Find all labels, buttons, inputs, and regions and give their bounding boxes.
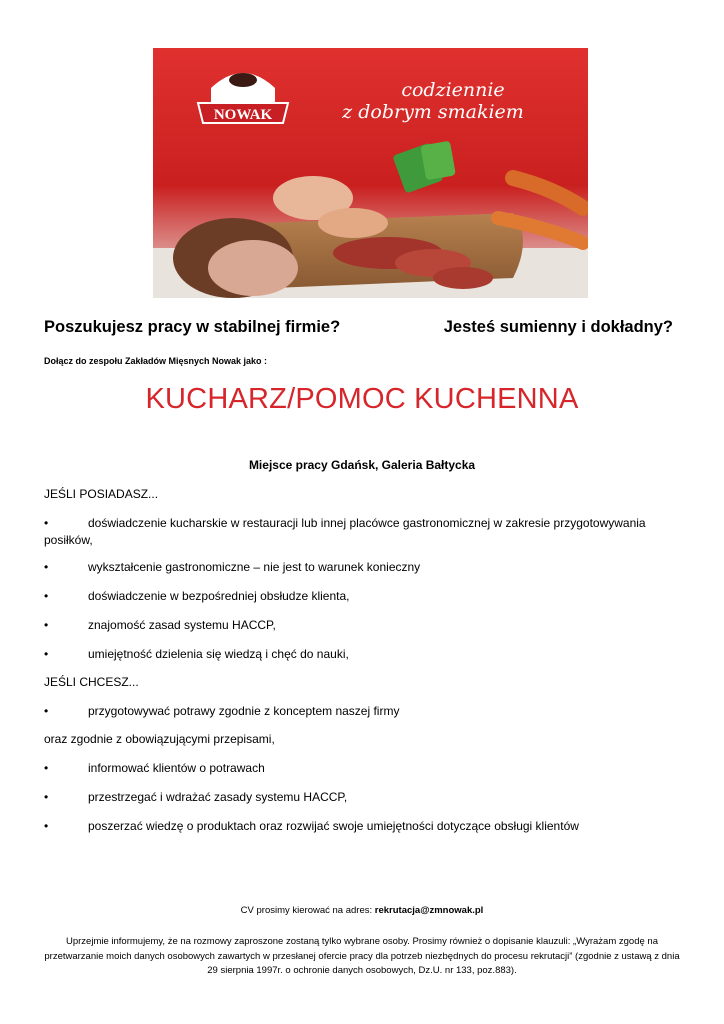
section-want-heading: JEŚLI CHCESZ... [44, 675, 139, 689]
list-item-text: informować klientów o potrawach [88, 761, 265, 775]
job-title: KUCHARZ/POMOC KUCHENNA [145, 383, 579, 415]
bullet: • [44, 819, 49, 833]
list-item-text: znajomość zasad systemu HACCP, [88, 618, 276, 632]
list-item [44, 617, 684, 634]
list-item [44, 760, 684, 777]
slogan-line1: codziennie [401, 79, 505, 101]
bullet: • [44, 647, 49, 661]
list-item [44, 703, 684, 720]
cv-line [0, 905, 724, 916]
bullet: • [44, 589, 49, 603]
bullet: • [44, 516, 49, 530]
slogan-line2: z dobrym smakiem [342, 101, 524, 123]
list-item-text: doświadczenie w bezpośredniej obsłudze klienta, [88, 589, 350, 603]
cv-email-link[interactable]: rekrutacja@zmnowak.pl [374, 905, 484, 916]
bullet: • [44, 761, 49, 775]
list-item-text: przestrzegać i wdrażać zasady systemu HACCP, [88, 790, 348, 804]
disclaimer: Uprzejmie informujemy, że na rozmowy zaproszone zostaną tylko wybrane osoby. Prosimy również o dopisanie klauzuli: „Wyrażam zgodę na przetwarzanie moich danych osobowych zawartych w przesłanej ofercie pracy dla potrzeb niezbędnych do procesu rekrutacji” (zgodnie z ustawą z dnia 29 sierpnia 1997r. o ochronie danych osobowych, Dz.U. nr 133, poz.883). [44, 936, 680, 976]
list-item-text: doświadczenie kucharskie w restauracji lub innej placówce gastronomicznej w zakresie przygotowywania posiłków, [44, 516, 646, 547]
list-item-text: umiejętność dzielenia się wiedzą i chęć do nauki, [88, 647, 349, 661]
bullet: • [44, 704, 49, 718]
section-have-heading: JEŚLI POSIADASZ... [44, 487, 159, 501]
list-item-text: poszerzać wiedzę o produktach oraz rozwijać swoje umiejętności dotyczące obsługi klientów [88, 819, 579, 833]
bullet: • [44, 790, 49, 804]
question-left: Poszukujesz pracy w stabilnej firmie? [44, 318, 341, 336]
list-item [44, 789, 684, 806]
list-item [44, 588, 684, 605]
list-item [44, 559, 684, 576]
job-location: Miejsce pracy Gdańsk, Galeria Bałtycka [248, 458, 476, 472]
plain-line: oraz zgodnie z obowiązującymi przepisami, [44, 732, 275, 746]
bullet: • [44, 618, 49, 632]
join-text: Dołącz do zespołu Zakładów Mięsnych Nowak jako : [44, 356, 268, 366]
list-item [44, 515, 684, 549]
header-banner-image [153, 48, 588, 298]
list-item [44, 818, 684, 835]
list-item [44, 646, 684, 663]
list-item-text: wykształcenie gastronomiczne – nie jest to warunek konieczny [88, 560, 421, 574]
list-item-text: przygotowywać potrawy zgodnie z konceptem naszej firmy [88, 704, 400, 718]
question-right: Jesteś sumienny i dokładny? [443, 318, 673, 336]
bullet: • [44, 560, 49, 574]
cv-text: CV prosimy kierować na adres: [240, 905, 375, 916]
brand-logo-text: NOWAK [213, 107, 273, 123]
